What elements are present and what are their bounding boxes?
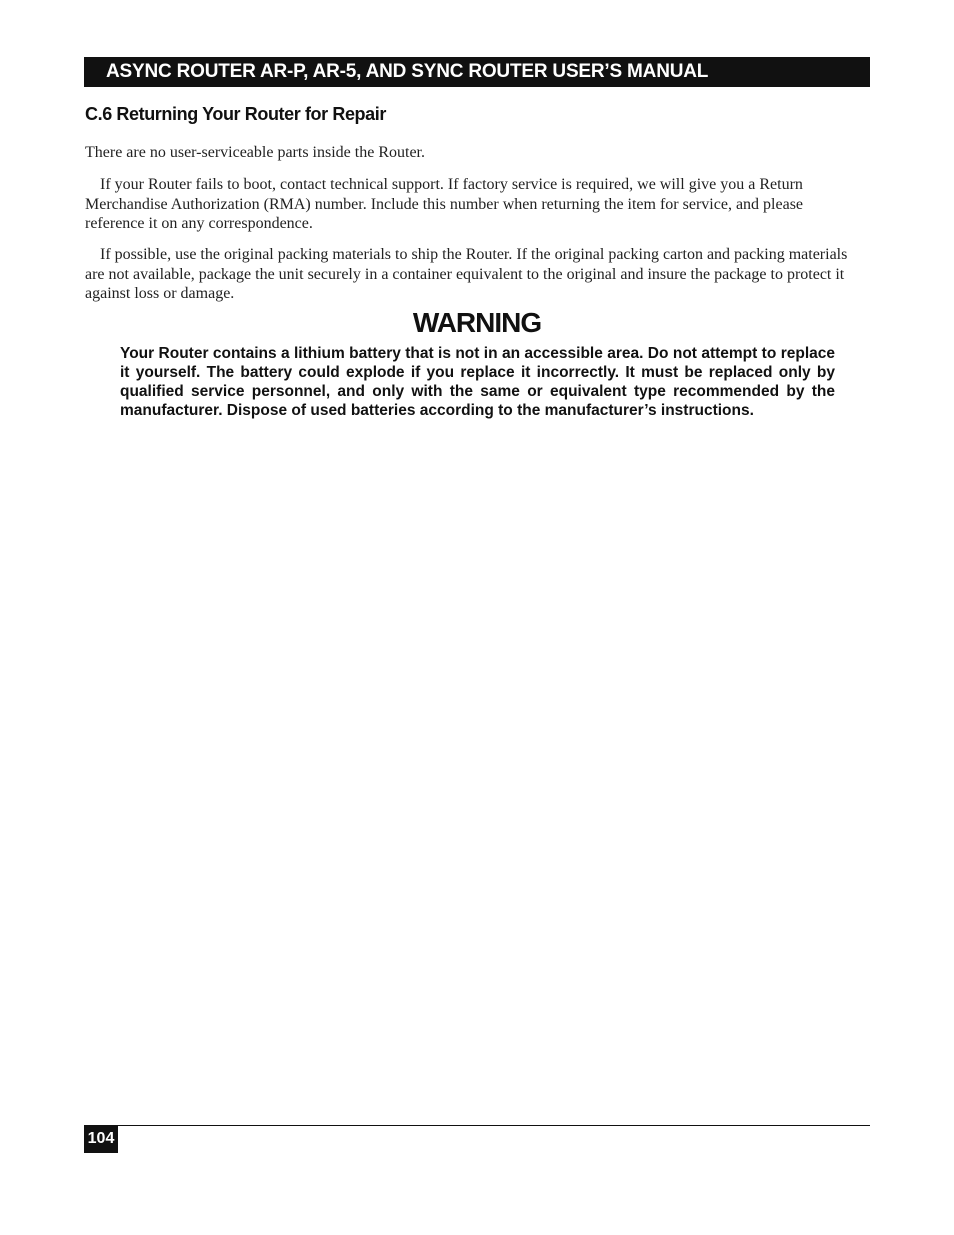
paragraph-2: If your Router fails to boot, contact technical support. If factory service is required, we will give you a Return Merchandise Authorization (RMA) number. Include this number when returning the item for service, and please reference it on any correspondence. [85,176,804,232]
footer-rule [84,1125,870,1126]
page-number: 104 [84,1125,118,1153]
warning-text: Your Router contains a lithium battery that is not in an accessible area. Do not attempt to replace it yourself. The battery could explode if you replace it incorrectly. It must be replaced only by qualified service personnel, and only with the same or equivalent type recommended by the manufacturer. Dispose of used batteries according to the manufacturer’s instructions. [120,345,835,419]
section-heading: C.6 Returning Your Router for Repair [85,104,386,124]
paragraph-3: If possible, use the original packing materials to ship the Router. If the original packing carton and packing materials are not available, package the unit securely in a container equivalent to the original and insure the package to protect it against loss or damage. [85,246,848,302]
warning-title: WARNING [412,307,542,338]
manual-title: ASYNC ROUTER AR-P, AR-5, AND SYNC ROUTER USER’S MANUAL [106,61,709,82]
paragraph-1: There are no user-serviceable parts inside the Router. [85,144,425,161]
page-header-bar [84,57,870,87]
